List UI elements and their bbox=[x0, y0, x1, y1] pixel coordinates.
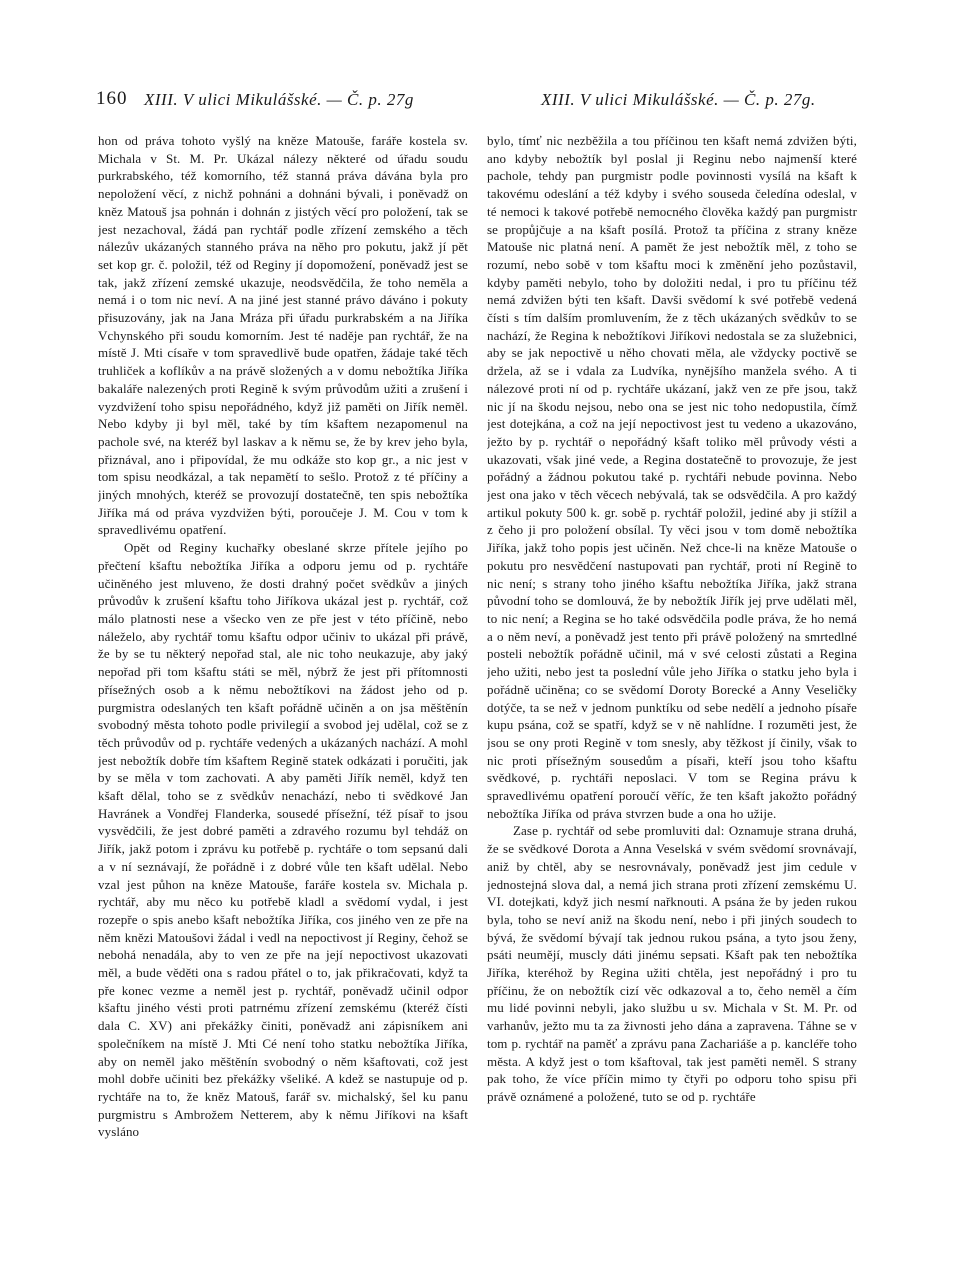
page-header bbox=[96, 88, 896, 118]
paragraph: bylo, tímť nic nezběžila a tou příčinou ten kšaft nemá zdvižen býti, ano kdyby nebožtík byl poslal ji Reginu nebo najmenší které pachole, tehdy pan purgmistr podle povinnosti vysílá na kšaft k takovému odeslání a též kdyby i svého souseda čeledína odeslal, v té nemoci k takové potřebě nemocného člověka každý pan purgmistr se propůjčuje a na kšaft posílá. Protož ta příčina z strany kněze Matouše nic platná není. A pamět že jest nebožtík měl, z toho se rozumí, nebo sobě v tom kšaftu moci k změnění jeho pozůstavil, kdyby paměti nebylo, toho by doložiti nedal, i pro tu příčinu též nemá zdvižen býti ten kšaft. Davši svědomí k své potřebě vedená čísti s tím dalším promluvením, že z těch ukázaných svědkův to se nachází, že Regina k nebožtíkovi Jiříkovi nedostala se za služebnici, aby se jak nepoctivě u něho chovati měla, ale vždycky poctivě se držela, až se i vdala za Ludvíka, nynějšího manžela svého. A ti nálezové proti ní od p. rychtáře ukázaní, jakž ven ze pře jsou, takž nic jí na škodu nejsou, nebo ona se jest nic toho nedopustila, čímž jest dotejkána, a což na její nepoctivost jest tu vedeno a ukazováno, ježto by p. rychtář o nepořádný kšaft toliko měl průvody vésti a ukazovati, však jiné vede, a Regina dostatečně to provozuje, že jest pořádný a žádnou pokutou také p. rychtáři nebude povinna. Nebo jest ona jako v těch věcech nebývalá, tak se odsvědčila. A pro každý artikul pokuty 500 k. gr. sobě p. rychtář položil, jediné aby ji stížil a z čeho ji pro položení obsílal. Ty věci jsou v tom domě nebožtíka Jiříka, jakž toho popis jest učiněn. Než chce-li na kněze Matouše o pokutu pro nesvědčení nastupovati pan rychtář, proti ní Regině to nic není; s strany toho jiného kšaftu nebožtíka Jiříka, jakž strana původní toho se domlouvá, že by nebožtík Jiřík jej prve udělati měl, to nic není; a Regina se ho také odsvědčila podle práva, že ho nemá a o něm neví, a poněvadž jest tento při právě položený na smrtedlné posteli nebožtík pořádně učinil, má v své celosti zůstati a Regina jeho užiti, nebo jest ta poslední vůle jeho Jiříka o statku jeho byla i pořádně učiněna; co se svědomí Doroty Borecké a Anny Veseličky dotýče, ta se než v jednom punktíku od sebe nedělí a jednoho písaře kupu psána, což se spatří, když se v ně nahlídne. I rozuměti jest, že jsou se ony proti Regině v tom snesly, aby těžkost jí činily, však to nic proti přísežným sousedům a písaři, kteří jsou toho kšaftu svědkové, p. rychtáři neposlaci. V tom se Regina právu k spravedlivému opatření poroučí věříc, že ten kšaft jakožto pořádný nebožtíka Jiříka od práva stvrzen bude a ona ho užije. bbox=[487, 133, 857, 821]
paragraph: Zase p. rychtář od sebe promluviti dal: Oznamuje strana druhá, že se svědkové Dorota a Anna Veselská v svém svědomí srovnávají, aniž by chtěl, aby se nesrovnávaly, poněvadž jest jim cedule v jednostejná slova dal, a nemá jich strana proti zřízení zemskému U. VI. dotejkati, když jich nesmí nařknouti. A psána že by jeden rukou byla, toho se neví aniž na škodu není, nebo i při jiných soudech to bývá, že svědomí bývají tak jednou rukou psána, a tyto jsou ženy, psáti neumějí, muscly dáti jinému sepsati. Kšaft pak ten nebožtíka Jiříka, kteréhož by Regina užiti chtěla, jest nepořádný i pro tu příčinu, že on nebožtík cizí věc odkazoval a to, čeho neměl a čím mu lidé povinni nebyli, jako službu u sv. Michala v St. M. Pr. od varhanův, ježto mu ta za živnosti jeho dána a zapravena. Táhne se v tom p. rychtář na paměť a zprávu pana Zachariáše a p. kancléře toho města. A když jest o tom kšaftoval, tak jest paměti neměl. S strany pak toho, že více příčin mimo ty čtyři po odporu toho spisu při právě oznámené a položené, tuto se od p. rychtáře bbox=[487, 823, 857, 1104]
running-head-right: XIII. V ulici Mikulášské. — Č. p. 27g. bbox=[541, 90, 816, 109]
page-number: 160 bbox=[96, 88, 128, 109]
paragraph: Opět od Reginy kuchařky obeslané skrze přítele jejího po přečtení kšaftu nebožtíka Jiříka a odporu jemu od p. rychtáře učiněného jest mluveno, že dosti drahný počet svědkův a jiných průvodův k zrušení kšaftu toho Jiříkova ukázal jest p. rychtář, což málo platnosti nese a všecko ven ze pře jest v této příčině, nebo náleželo, aby rychtář tomu kšaftu odpor učiniv to ukázal při právě, že by se tu některý nepořad stal, ale nic toho neukazuje, aby jaký nepořad při tom kšaftu státi se měl, nýbrž že jest při přítomnosti přísežných osob a k němu nebožtíkovi na žádost jeho od p. purgmistra odeslaných ten kšaft pořádně učiněn a on jsa měštěnín svobodný města tohoto podle privilegií a svobod jej udělal, což se z těch průvodův od p. rychtáře vedených a ukázaných nachází. A mohl jest nebožtík dobře tím kšaftem Regině statek odkázati i poručiti, jak by se měla v tom zachovati. A aby paměti Jiřík neměl, když ten kšaft dělal, toho se z svědkův nenachází, nebo ti svědkové Jan Havránek a Vondřej Flanderka, sousedé přísežní, též písař to jsou vysvědčili, že jest dobré paměti a zdravého rozumu byl tehdáž on Jiřík, jakž potom i zprávu ku potřebě p. rychtáře o tom sepsanú dali a v ní seznávají, že pořádně i z dobré vůle ten kšaft udělal. Nebo vzal jest půhon na kněze Matouše, faráře kostela sv. Michala p. rychtář, aby mu něco ku potřebě kladl a svědomí vydal, i jest rozepře o spis anebo kšaft nebožtíka Jiříka, cos jiného ven ze pře na něm knězi Matoušovi žádal i vedl na nepoctivost jí Reginy, čehož se nebohá nenadála, aby to ven ze pře na její nepoctivost ukazovati měl, a bude věděti ona s radou přátel o to, jak přikračovati, když ta pře konec vezme a neměl jest p. rychtář, poněvadž učinil odpor kšaftu jiného vésti proti patrnému zřízení zemskému (kteréž čísti dala C. XV) ani překážky činiti, poněvadž ani zápisníkem ani společníkem na místě J. Mti Cé není toho statku nebožtíka Jiříka, aby on neměl jako měštěnín svobodný o něm kšaftovati, což jest mohl dobře učiniti bez překážky všeliké. A kdež se nastupuje od p. rychtáře na to, že kněz Matouš, farář sv. michalský, šel ku panu purgmistru s Ambrožem Netterem, aby k němu Jiříkovi na kšaft vysláno bbox=[98, 540, 468, 1140]
right-text-column bbox=[487, 132, 857, 1212]
paragraph: hon od práva tohoto vyšlý na kněze Matouše, faráře kostela sv. Michala v St. M. Pr. Ukázal nálezy některé od úřadu soudu purkrabského, též komorního, též stanná práva dávána byla pro nepoložení věcí, z nichž pohnáni a dohnáni bývali, i poněvadž on kněz Matouš jsa pohnán i dohnán z jistých věcí pro položení, tak se jest nezachoval, žádá pan rychtář podle zřízení zemského a těch nálezův ukázaných stanného práva na něho pro pokutu, jakž jí pět set kop gr. č. položil, též od Reginy jí dopomožení, poněvadž jest se tak, jakž zřízení zemské ukazuje, neodsvědčila, že toho neměla a nemá i o tom nic neví. A na jiné jest stanné právo dáváno i pokuty přisuzovány, jak na Jana Mráza při úřadu purkrabském a na Jiříka Vchynského při soudu komorním. Jest té naděje pan rychtář, že na místě J. Mti císaře v tom spravedlivě bude opatřen, žádaje také těch truhliček a koflíkův a na právě složených a v domu nebožtíka Jiříka bakaláře nalezených proti Regině k svým průvodům užiti a zrušení i vyzdvižení toho spisu nepořádného, když již paměti on Jiřík neměl. Nebo kdyby ji byl měl, také by tím kšaftem nezapomenul na pachole své, na kteréž byl laskav a k němu se, že by krev jeho byla, přiznával, ano i připovídal, že mu odkáže sto kop gr., a nic jest v tom spisu neodkázal, a tak nepamětí to sešlo. Protož z té příčiny a jiných mnohých, kteréž se provozují dostatečně, ten spis nebožtíka Jiříka má od práva vyzdvižen býti, poroučeje J. M. Cou v tom k spravedlivému opatření. bbox=[98, 133, 468, 538]
running-head-left: XIII. V ulici Mikulášské. — Č. p. 27g bbox=[144, 90, 414, 109]
left-text-column bbox=[98, 132, 468, 1212]
